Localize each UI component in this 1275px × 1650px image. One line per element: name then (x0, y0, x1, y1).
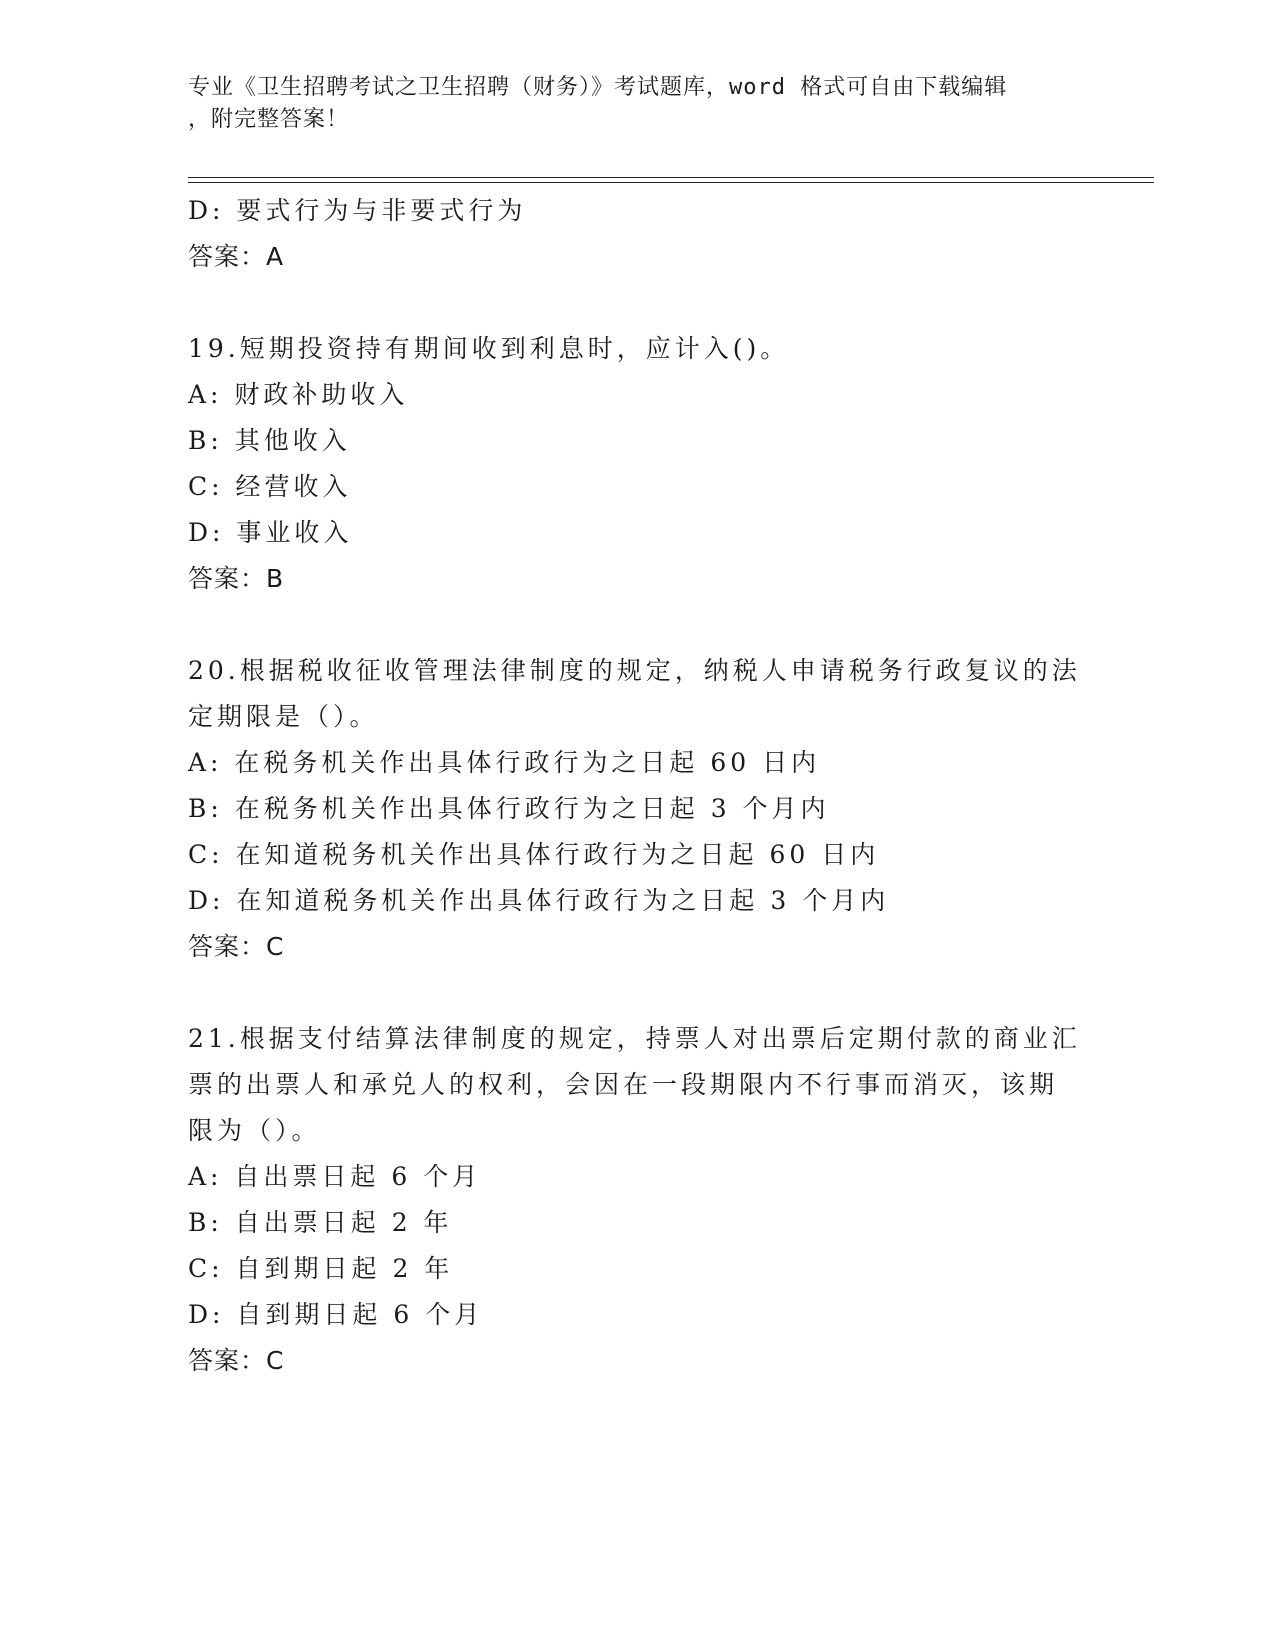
answer-line: 答案：C (188, 1346, 285, 1375)
question-stem: 19.短期投资持有期间收到利息时，应计入()。 (188, 334, 790, 363)
previous-question-tail (188, 188, 1088, 280)
option-d: D: 在知道税务机关作出具体行政行为之日起 3 个月内 (188, 886, 890, 915)
document-header (188, 72, 1068, 136)
option-d: D: 要式行为与非要式行为 (188, 196, 527, 225)
option-c: C: 在知道税务机关作出具体行政行为之日起 60 日内 (188, 840, 880, 869)
header-line-2: ，附完整答案！ (188, 107, 350, 132)
answer-line: 答案：C (188, 932, 285, 961)
spacer (188, 602, 1088, 648)
option-c: C: 自到期日起 2 年 (188, 1254, 454, 1283)
question-19 (188, 326, 1088, 602)
question-21 (188, 1016, 1088, 1384)
answer-line: 答案：B (188, 564, 285, 593)
question-stem-line-3: 限为（）。 (188, 1116, 321, 1145)
answer-line: 答案：A (188, 242, 285, 271)
option-a: A: 财政补助收入 (188, 380, 409, 409)
spacer (188, 280, 1088, 326)
question-20 (188, 648, 1088, 970)
option-a: A: 在税务机关作出具体行政行为之日起 60 日内 (188, 748, 821, 777)
option-b: B: 在税务机关作出具体行政行为之日起 3 个月内 (188, 794, 830, 823)
header-divider-bottom (188, 182, 1154, 183)
header-divider-top (188, 177, 1154, 178)
option-b: B: 自出票日起 2 年 (188, 1208, 453, 1237)
option-b: B: 其他收入 (188, 426, 351, 455)
header-line-1: 专业《卫生招聘考试之卫生招聘（财务）》考试题库，word 格式可自由下载编辑 (188, 75, 1008, 100)
question-list (188, 188, 1088, 1384)
option-d: D: 事业收入 (188, 518, 353, 547)
option-d: D: 自到期日起 6 个月 (188, 1300, 484, 1329)
question-stem-line-2: 票的出票人和承兑人的权利，会因在一段期限内不行事而消灭，该期 (188, 1070, 1059, 1099)
option-c: C: 经营收入 (188, 472, 352, 501)
option-a: A: 自出票日起 6 个月 (188, 1162, 482, 1191)
question-stem-line-1: 20.根据税收征收管理法律制度的规定，纳税人申请税务行政复议的法 (188, 656, 1081, 685)
question-stem-line-1: 21.根据支付结算法律制度的规定，持票人对出票后定期付款的商业汇 (188, 1024, 1081, 1053)
spacer (188, 970, 1088, 1016)
question-stem-line-2: 定期限是（）。 (188, 702, 379, 731)
